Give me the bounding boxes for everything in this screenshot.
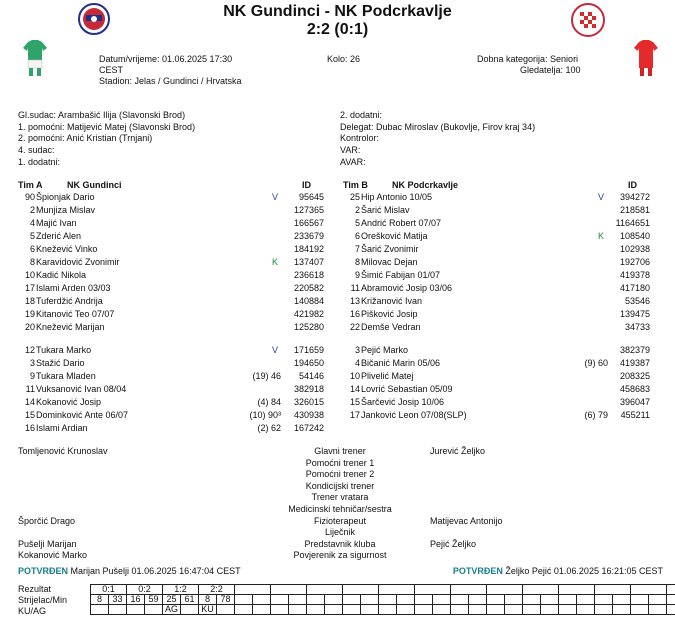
- result-cell: 1:2: [163, 585, 199, 595]
- player-substitution: (10) 90³: [249, 409, 281, 420]
- player-id: 430938: [293, 409, 324, 420]
- player-number: 3: [29, 357, 35, 368]
- player-number: 8: [29, 256, 35, 267]
- scorer-minute-cell: 8: [91, 595, 109, 605]
- result-cell: [307, 585, 343, 595]
- player-number: 16: [24, 422, 35, 433]
- scorer-minute-cell: [559, 595, 577, 605]
- staff-home-name: Pušelji Marijan: [18, 538, 77, 549]
- player-name: Karavidović Zvonimir: [36, 256, 120, 267]
- player-id: 382918: [293, 383, 324, 394]
- player-goalkeeper-mark: V: [272, 192, 279, 202]
- scorer-row-label: Strijelac/Min: [18, 595, 68, 605]
- staff-away-name: Jurević Željko: [430, 446, 486, 456]
- kuag-cell: [505, 605, 523, 615]
- player-id: 137407: [293, 256, 324, 267]
- scorer-minute-cell: [415, 595, 433, 605]
- kuag-cell: [415, 605, 433, 615]
- player-id: 54146: [298, 370, 324, 381]
- player-name: Tukara Marko: [36, 345, 92, 355]
- player-name: Milovac Dejan: [361, 256, 418, 267]
- scorer-minute-cell: [325, 595, 343, 605]
- team-b-label: Tim B: [343, 180, 368, 190]
- scorer-minute-cell: [361, 595, 379, 605]
- player-id: 108540: [619, 230, 650, 241]
- kuag-row-label: KU/AG: [18, 606, 47, 616]
- player-name: Lovrić Sebastian 05/09: [361, 383, 453, 394]
- player-id: 220582: [293, 282, 324, 293]
- match-category: Dobna kategorija: Seniori: [477, 54, 579, 64]
- player-name: Andrić Robert 07/07: [361, 217, 442, 228]
- player-number: 6: [29, 243, 35, 254]
- player-name: Kadić Nikola: [36, 269, 87, 280]
- official-left-line: 2. pomoćni: Anić Kristian (Trnjani): [18, 133, 153, 144]
- staff-role: Predstavnik kluba: [304, 538, 376, 549]
- player-name: Dominković Ante 06/07: [36, 409, 129, 420]
- confirm-right-label: POTVRĐEN: [452, 566, 503, 576]
- player-name: Šarčević Josip 10/06: [361, 396, 445, 407]
- scorer-minute-cell: [487, 595, 505, 605]
- player-id: 458683: [619, 383, 650, 394]
- staff-role: Pomoćni trener 2: [305, 469, 375, 480]
- official-right-line: VAR:: [340, 145, 361, 156]
- player-id: 208325: [619, 370, 650, 381]
- scorer-minute-cell: [631, 595, 649, 605]
- match-round: Kolo: 26: [327, 54, 361, 64]
- player-id: 125280: [293, 321, 324, 332]
- player-number: 18: [24, 295, 35, 306]
- scorer-minute-cell: [649, 595, 667, 605]
- player-name: Kokanović Josip: [36, 396, 102, 407]
- player-substitution: (4) 84: [257, 396, 281, 407]
- result-cell: [523, 585, 559, 595]
- result-cell: [271, 585, 307, 595]
- staff-home-name: Kokanović Marko: [18, 550, 88, 561]
- scorer-minute-cell: [613, 595, 631, 605]
- scorer-minute-cell: [289, 595, 307, 605]
- player-id: 102938: [619, 243, 650, 254]
- player-number: 5: [29, 230, 35, 241]
- player-name: Knežević Marijan: [36, 321, 105, 332]
- kuag-cell: [541, 605, 559, 615]
- player-number: 22: [349, 321, 360, 332]
- player-number: 17: [349, 409, 360, 420]
- player-name: Abramović Josip 03/06: [361, 282, 453, 293]
- result-cell: [631, 585, 667, 595]
- team-b-id-header: ID: [628, 180, 637, 190]
- player-name: Šarić Mislav: [361, 204, 410, 215]
- player-id: 184192: [293, 243, 324, 254]
- player-substitution: (2) 62: [257, 422, 281, 433]
- player-name: Šimić Fabijan 01/07: [361, 269, 441, 280]
- player-id: 396047: [619, 396, 650, 407]
- result-cell: [451, 585, 487, 595]
- away-kit-icon: [633, 40, 659, 78]
- player-name: Demše Vedran: [361, 321, 421, 332]
- player-number: 20: [24, 321, 35, 332]
- player-name: Kitanović Teo 07/07: [36, 308, 115, 319]
- player-id: 326015: [293, 396, 324, 407]
- scorer-minute-cell: 33: [109, 595, 127, 605]
- player-number: 10: [24, 269, 35, 280]
- kuag-cell: [487, 605, 505, 615]
- player-name: Hip Antonio 10/05: [361, 192, 433, 202]
- match-stadium: Stadion: Jelas / Gundinci / Hrvatska: [99, 76, 242, 86]
- player-substitution: (19) 46: [252, 370, 281, 381]
- player-id: 34733: [624, 321, 650, 332]
- player-name: Stažić Dario: [36, 357, 85, 368]
- kuag-cell: [127, 605, 145, 615]
- player-name: Majić Ivan: [36, 217, 77, 228]
- kuag-cell: [343, 605, 361, 615]
- player-name: Tukara Mladen: [36, 370, 96, 381]
- scorer-minute-cell: 25: [163, 595, 181, 605]
- team-b-name: NK Podcrkavlje: [392, 180, 459, 190]
- player-id: 171659: [293, 345, 324, 355]
- confirm-right: [453, 566, 663, 577]
- scorer-minute-cell: [451, 595, 469, 605]
- player-id: 455211: [620, 409, 650, 420]
- player-number: 5: [354, 217, 360, 228]
- player-name: Križanović Ivan: [361, 295, 423, 306]
- scorer-minute-cell: [271, 595, 289, 605]
- kuag-cell: [433, 605, 451, 615]
- confirm-left: [18, 566, 241, 577]
- player-id: 194650: [293, 357, 324, 368]
- player-name: Islami Arden 03/03: [36, 282, 111, 293]
- player-id: 127365: [293, 204, 324, 215]
- official-left-line: 1. dodatni:: [18, 156, 61, 167]
- player-number: 16: [349, 308, 360, 319]
- kuag-cell: [595, 605, 613, 615]
- scorer-minute-cell: [433, 595, 451, 605]
- player-number: 6: [354, 230, 360, 241]
- official-left-line: Gl.sudac: Arambašić Ilija (Slavonski Brod): [18, 110, 186, 120]
- scorer-minute-cell: [253, 595, 271, 605]
- result-cell: [415, 585, 451, 595]
- kuag-cell: [289, 605, 307, 615]
- player-substitution: (6) 79: [584, 409, 608, 420]
- player-name: Tuferdžić Andrija: [36, 295, 103, 306]
- player-name: Orešković Matija: [361, 230, 428, 241]
- player-name: Bičanić Marin 05/06: [361, 357, 441, 368]
- result-cell: [595, 585, 631, 595]
- player-name: Pejić Marko: [361, 345, 409, 355]
- official-right-line: Delegat: Dubac Miroslav (Bukovlje, Firov kraj 34): [340, 121, 536, 132]
- player-name: Pišković Josip: [361, 308, 418, 319]
- staff-role: Kondicijski trener: [305, 480, 375, 491]
- player-name: Islami Ardian: [36, 422, 88, 433]
- scorer-minute-cell: [307, 595, 325, 605]
- player-id: 394272: [619, 192, 650, 202]
- result-cell: [343, 585, 379, 595]
- kuag-cell: [307, 605, 325, 615]
- staff-away-name: Matijevac Antonijo: [430, 515, 503, 526]
- player-name: Špionjak Dario: [36, 192, 95, 202]
- scorer-minute-cell: [469, 595, 487, 605]
- player-name: Knežević Vinko: [36, 243, 98, 254]
- kuag-cell: [397, 605, 415, 615]
- player-id: 140884: [293, 295, 324, 306]
- player-number: 14: [349, 383, 360, 394]
- player-captain-mark: K: [598, 230, 605, 241]
- official-right-line: Kontrolor:: [340, 133, 380, 144]
- player-id: 382379: [619, 345, 650, 355]
- official-right-line: AVAR:: [340, 156, 366, 167]
- kuag-cell: [91, 605, 109, 615]
- kuag-cell: [577, 605, 595, 615]
- kuag-cell: AG: [163, 605, 181, 615]
- player-id: 236618: [293, 269, 324, 280]
- kuag-cell: KU: [199, 605, 217, 615]
- player-id: 421982: [293, 308, 324, 319]
- player-number: 25: [349, 192, 360, 202]
- match-spectators: Gledatelja: 100: [520, 65, 581, 75]
- scorer-minute-cell: [541, 595, 559, 605]
- player-number: 10: [349, 370, 360, 381]
- kuag-cell: [613, 605, 631, 615]
- official-left-line: 4. sudac:: [18, 145, 55, 156]
- player-id: 167242: [293, 422, 324, 433]
- kuag-cell: [631, 605, 649, 615]
- result-row-label: Rezultat: [18, 584, 52, 594]
- kuag-cell: [523, 605, 541, 615]
- team-a-id-header: ID: [302, 180, 311, 190]
- player-number: 4: [29, 217, 35, 228]
- player-number: 12: [24, 345, 35, 355]
- scorer-minute-cell: 78: [217, 595, 235, 605]
- confirm-left-text: Marijan Pušelji 01.06.2025 16:47:04 CEST: [70, 566, 241, 576]
- player-name: Šarić Zvonimir: [361, 243, 419, 254]
- staff-role: Pomoćni trener 1: [305, 457, 375, 468]
- player-number: 19: [24, 308, 35, 319]
- match-date: Datum/vrijeme: 01.06.2025 17:30: [99, 54, 233, 64]
- kuag-cell: [361, 605, 379, 615]
- staff-home-name: Tomljenović Krunoslav: [18, 446, 108, 456]
- team-a-label: Tim A: [18, 180, 43, 190]
- match-score: 2:2 (0:1): [306, 21, 369, 38]
- player-id: 139475: [619, 308, 650, 319]
- scorer-minute-cell: [523, 595, 541, 605]
- scorer-minute-cell: [595, 595, 613, 605]
- scorer-minute-cell: [397, 595, 415, 605]
- kuag-cell: [235, 605, 253, 615]
- official-left-line: 1. pomoćni: Matijević Matej (Slavonski Brod): [18, 121, 196, 132]
- kuag-cell: [667, 605, 675, 615]
- player-goalkeeper-mark: V: [272, 345, 279, 355]
- player-name: Plivelić Matej: [361, 370, 414, 381]
- result-cell: [667, 585, 675, 595]
- player-number: 90: [24, 192, 35, 202]
- player-id: 218581: [619, 204, 650, 215]
- scorer-minute-cell: [577, 595, 595, 605]
- player-number: 9: [354, 269, 360, 280]
- kuag-cell: [379, 605, 397, 615]
- scorer-minute-cell: [505, 595, 523, 605]
- kuag-cell: [451, 605, 469, 615]
- team-a-name: NK Gundinci: [67, 180, 122, 190]
- player-id: 166567: [293, 217, 324, 228]
- player-id: 417180: [619, 282, 650, 293]
- scorer-minute-cell: [235, 595, 253, 605]
- player-id: 1164651: [615, 217, 650, 228]
- player-number: 7: [354, 243, 360, 254]
- player-number: 4: [354, 357, 360, 368]
- player-number: 2: [29, 204, 35, 215]
- player-captain-mark: K: [272, 256, 279, 267]
- kuag-cell: [181, 605, 199, 615]
- result-cell: [487, 585, 523, 595]
- scorer-minute-cell: 61: [181, 595, 199, 605]
- kuag-cell: [469, 605, 487, 615]
- confirm-left-label: POTVRĐEN: [18, 566, 69, 576]
- scorer-minute-cell: [667, 595, 675, 605]
- staff-role: Trener vratara: [311, 492, 369, 503]
- player-substitution: (9) 60: [584, 357, 608, 368]
- scorer-minute-cell: 16: [127, 595, 145, 605]
- result-cell: 0:2: [127, 585, 163, 595]
- match-title: NK Gundinci - NK Podcrkavlje: [223, 3, 452, 20]
- result-cell: 2:2: [199, 585, 235, 595]
- kuag-cell: [325, 605, 343, 615]
- result-cell: [379, 585, 415, 595]
- player-name: Munjiza Mislav: [36, 204, 96, 215]
- staff-role: Povjerenik za sigurnost: [293, 550, 387, 561]
- player-name: Janković Leon 07/08(SLP): [361, 409, 467, 420]
- staff-role: Medicinski tehničar/sestra: [288, 504, 392, 514]
- scorer-minute-cell: 59: [145, 595, 163, 605]
- player-number: 15: [24, 409, 35, 420]
- player-number: 3: [354, 345, 360, 355]
- result-cell: 0:1: [91, 585, 127, 595]
- player-id: 192706: [619, 256, 650, 267]
- player-number: 2: [354, 204, 360, 215]
- staff-role: Fizioterapeut: [313, 515, 367, 526]
- scorer-minute-cell: [379, 595, 397, 605]
- kuag-cell: [559, 605, 577, 615]
- player-number: 15: [349, 396, 360, 407]
- player-name: Vuksanović Ivan 08/04: [36, 383, 127, 394]
- match-date-tz: CEST: [99, 65, 124, 75]
- kuag-cell: [109, 605, 127, 615]
- confirm-right-text: Željko Pejić 01.06.2025 16:21:05 CEST: [505, 566, 663, 576]
- player-goalkeeper-mark: V: [598, 192, 605, 202]
- player-id: 419378: [619, 269, 650, 280]
- player-id: 233679: [293, 230, 324, 241]
- staff-home-name: Šporčić Drago: [18, 515, 76, 526]
- player-number: 11: [350, 282, 360, 293]
- kuag-cell: [217, 605, 235, 615]
- player-id: 95645: [298, 192, 324, 202]
- kuag-cell: [271, 605, 289, 615]
- player-id: 53546: [624, 295, 650, 306]
- player-id: 419387: [619, 357, 650, 368]
- staff-role: Liječnik: [324, 527, 355, 538]
- player-number: 8: [354, 256, 360, 267]
- player-number: 17: [24, 282, 35, 293]
- result-cell: [235, 585, 271, 595]
- result-table: [90, 584, 675, 615]
- scorer-minute-cell: [343, 595, 361, 605]
- kuag-cell: [253, 605, 271, 615]
- player-number: 14: [24, 396, 35, 407]
- staff-role: Glavni trener: [314, 446, 366, 456]
- staff-away-name: Pejić Željko: [430, 538, 477, 549]
- kuag-cell: [649, 605, 667, 615]
- player-number: 11: [25, 383, 35, 394]
- player-name: Zderić Alen: [36, 230, 82, 241]
- official-right-line: 2. dodatni:: [340, 110, 383, 120]
- scorer-minute-cell: 8: [199, 595, 217, 605]
- player-number: 9: [29, 370, 35, 381]
- player-number: 13: [349, 295, 360, 306]
- result-cell: [559, 585, 595, 595]
- kuag-cell: [145, 605, 163, 615]
- home-kit-icon: [22, 40, 48, 78]
